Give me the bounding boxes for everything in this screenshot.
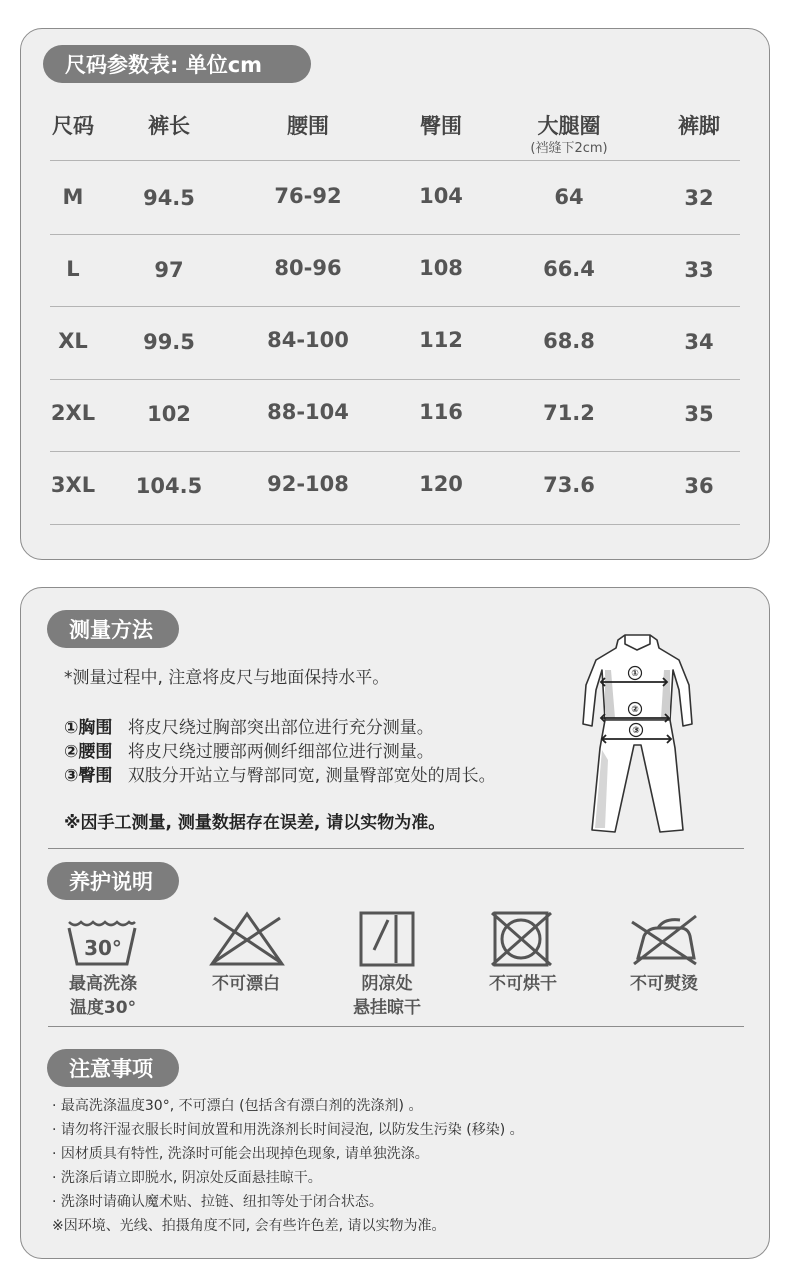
care-label (69, 972, 137, 1020)
measure-disclaimer: ※因手工测量, 测量数据存在误差, 请以实物为准。 (64, 813, 446, 833)
note-item: ※因环境、光线、拍摄角度不同, 会有些许色差, 请以实物为准。 (52, 1218, 446, 1234)
measure-item-label: ③臀围 (64, 766, 113, 786)
table-cell: 116 (419, 400, 463, 424)
measure-item-hip (64, 761, 496, 786)
care-label: 不可烘干 (489, 974, 557, 994)
size-table-panel (20, 28, 770, 560)
measure-intro: *测量过程中, 注意将皮尺与地面保持水平。 (64, 668, 390, 688)
table-cell: 32 (684, 186, 714, 210)
table-cell: 68.8 (543, 329, 595, 353)
table-cell: 104.5 (135, 474, 203, 498)
care-label-line: 最高洗涤 (69, 974, 137, 994)
note-item: · 洗涤后请立即脱水, 阴凉处反面悬挂晾干。 (52, 1170, 322, 1186)
table-cell: 120 (419, 472, 463, 496)
table-cell: 88-104 (267, 400, 349, 424)
figure-mark-1-label: ① (631, 669, 639, 679)
table-cell: 2XL (50, 401, 96, 425)
size-table-title: 尺码参数表: 单位cm (43, 45, 311, 83)
table-cell: 34 (684, 330, 714, 354)
measure-item-text: 将皮尺绕过腰部两侧纤细部位进行测量。 (127, 742, 434, 762)
table-cell: 112 (419, 328, 463, 352)
table-cell: 71.2 (543, 401, 595, 425)
col-header-hip: 臀围 (420, 114, 462, 138)
care-title: 养护说明 (47, 862, 179, 900)
figure-mark-2-label: ② (631, 705, 639, 715)
table-cell: XL (58, 329, 88, 353)
section-divider (48, 848, 744, 849)
table-divider (50, 524, 740, 525)
measure-item-label: ②腰围 (64, 742, 113, 762)
table-cell: 66.4 (543, 257, 595, 281)
section-divider (48, 1026, 744, 1027)
col-header-thigh-note: (裆缝下2cm) (530, 141, 608, 156)
table-divider (50, 234, 740, 235)
measure-item-chest (64, 713, 434, 738)
col-header-hem: 裤脚 (678, 114, 720, 138)
no-iron-icon (628, 910, 700, 968)
care-label: 不可熨烫 (630, 974, 698, 994)
note-item: · 洗涤时请确认魔术贴、拉链、纽扣等处于闭合状态。 (52, 1194, 383, 1210)
table-cell: 80-96 (274, 256, 342, 280)
table-cell: 36 (684, 474, 714, 498)
wash-temp-label: 30° (84, 936, 122, 960)
measure-item-label: ①胸围 (64, 718, 113, 738)
table-cell: 99.5 (143, 330, 195, 354)
table-cell: 94.5 (143, 186, 195, 210)
body-measure-figure (575, 630, 700, 840)
no-tumble-dry-icon (489, 910, 557, 968)
col-header-waist: 腰围 (287, 114, 329, 138)
table-cell: 84-100 (267, 328, 349, 352)
table-cell: 104 (419, 184, 463, 208)
table-cell: 92-108 (267, 472, 349, 496)
table-cell: 64 (554, 185, 584, 209)
figure-mark-3-label: ③ (632, 726, 640, 736)
wash-30-icon (66, 918, 138, 968)
col-header-thigh: 大腿圈 (537, 114, 601, 138)
note-item: · 因材质具有特性, 洗涤时可能会出现掉色现象, 请单独洗涤。 (52, 1146, 429, 1162)
table-cell: 35 (684, 402, 714, 426)
col-header-length: 裤长 (148, 114, 190, 138)
care-label-line: 悬挂晾干 (353, 998, 421, 1018)
table-cell: 73.6 (543, 473, 595, 497)
table-divider (50, 379, 740, 380)
table-cell: 33 (684, 258, 714, 282)
note-item: · 请勿将汗湿衣服长时间放置和用洗涤剂长时间浸泡, 以防发生污染 (移染) 。 (52, 1122, 524, 1138)
notes-title: 注意事项 (47, 1049, 179, 1087)
care-label-line: 温度30° (69, 998, 137, 1018)
table-cell: 102 (147, 402, 191, 426)
care-label (353, 972, 421, 1020)
table-divider (50, 160, 740, 161)
care-label: 不可漂白 (212, 974, 280, 994)
table-cell: L (66, 257, 80, 281)
table-cell: M (62, 185, 84, 209)
measure-title: 测量方法 (47, 610, 179, 648)
table-divider (50, 451, 740, 452)
care-label-line: 阴凉处 (361, 974, 413, 994)
shade-hang-dry-icon (358, 910, 416, 968)
table-cell: 108 (419, 256, 463, 280)
table-divider (50, 306, 740, 307)
measure-item-text: 双肢分开站立与臀部同宽, 测量臀部宽处的周长。 (127, 766, 496, 786)
table-cell: 76-92 (274, 184, 342, 208)
measure-item-text: 将皮尺绕过胸部突出部位进行充分测量。 (127, 718, 434, 738)
table-cell: 3XL (50, 473, 96, 497)
note-item: · 最高洗涤温度30°, 不可漂白 (包括含有漂白剂的洗涤剂) 。 (52, 1098, 423, 1114)
measure-item-waist (64, 737, 434, 762)
col-header-size: 尺码 (52, 114, 94, 138)
no-bleach-icon (208, 910, 286, 968)
table-cell: 97 (154, 258, 184, 282)
